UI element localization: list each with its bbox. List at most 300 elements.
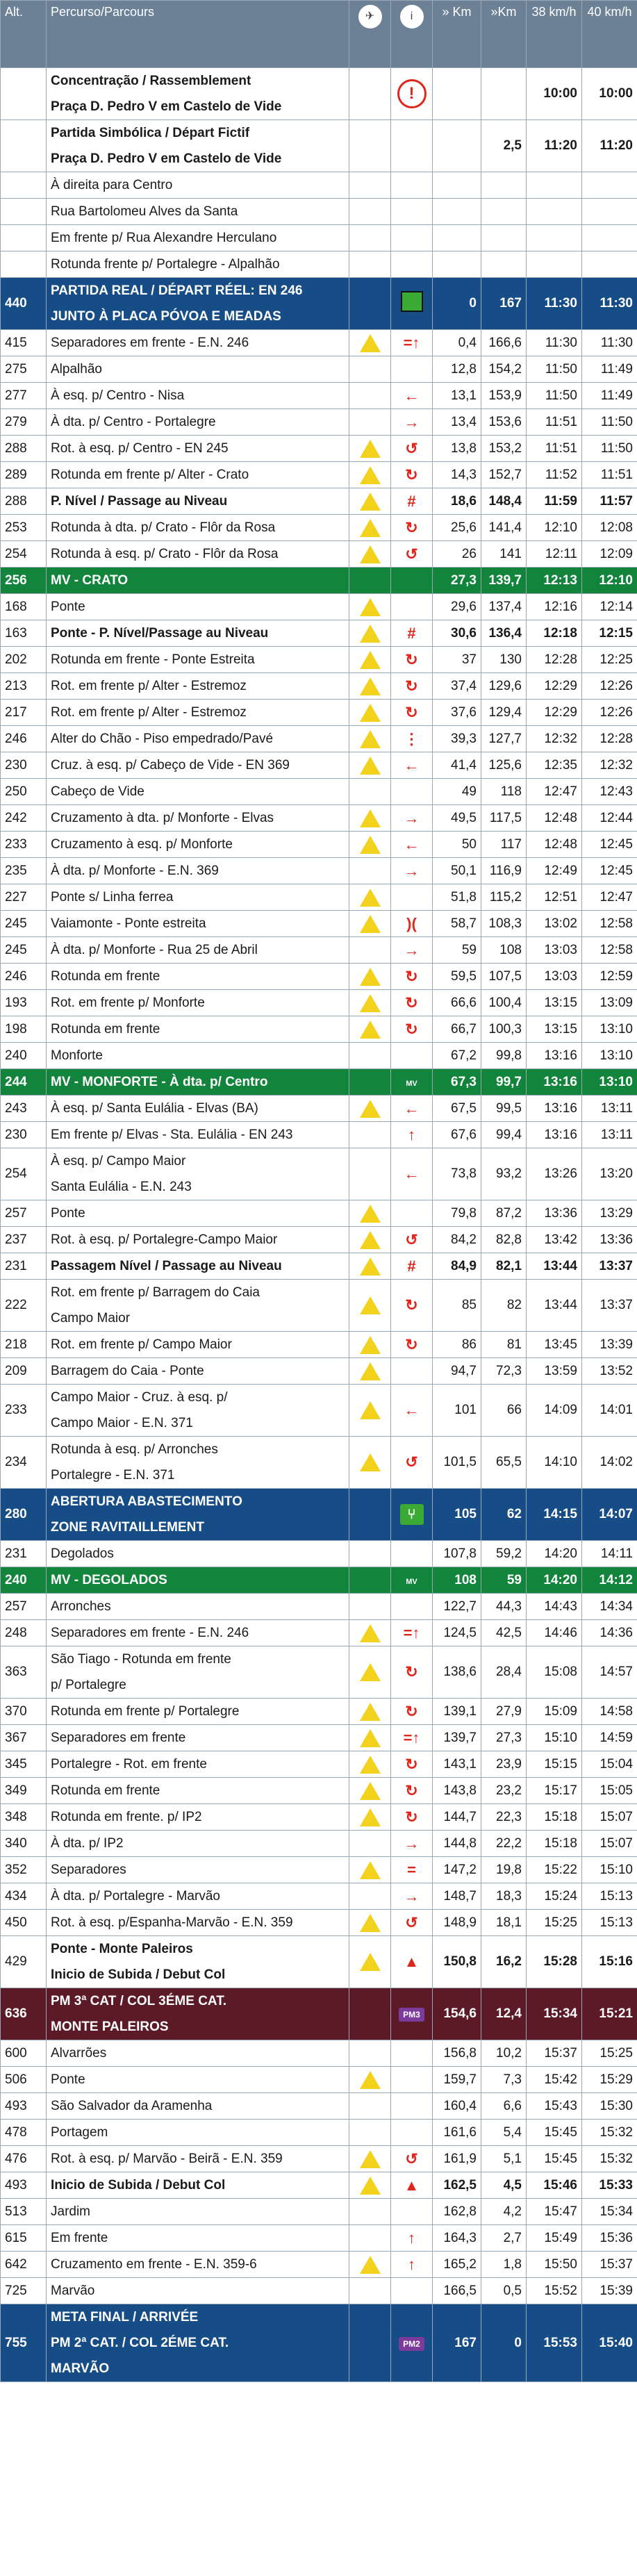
route-line: Cruzamento à dta. p/ Monforte - Elvas: [51, 811, 274, 825]
route-line: Rotunda em frente p/ Alter - Crato: [51, 468, 249, 482]
time-38-cell: 13:15: [527, 1016, 582, 1043]
direction-cell: [391, 647, 433, 673]
km-left-cell: 0,5: [481, 2278, 527, 2304]
direction-arrow-icon: ↻: [405, 1755, 418, 1773]
direction-cell: [391, 1332, 433, 1358]
route-line: Rotunda à esq. p/ Crato - Flôr da Rosa: [51, 547, 279, 561]
route-line: Partida Simbólica / Départ Fictif: [51, 126, 250, 140]
table-row: [1, 2067, 637, 2093]
warning-triangle-icon: [360, 1205, 381, 1223]
time-38-cell: 11:50: [527, 356, 582, 383]
warning-cell: [349, 462, 391, 488]
direction-arrow-icon: →: [404, 861, 420, 880]
km-left-cell: 59: [481, 1567, 527, 1594]
km-left-cell: 166,6: [481, 330, 527, 356]
intermediate-sprint-icon: MV: [403, 1078, 420, 1089]
route-description: [47, 1857, 349, 1883]
warning-triangle-icon: [360, 1257, 381, 1275]
warning-cell: [349, 594, 391, 620]
direction-arrow-icon: ↻: [405, 967, 418, 985]
table-row: [1, 2040, 637, 2067]
direction-cell: [391, 356, 433, 383]
altitude-cell: [1, 120, 47, 172]
altitude-cell: 415: [1, 330, 47, 356]
altitude-cell: 345: [1, 1751, 47, 1778]
route-line: Inicio de Subida / Debut Col: [51, 2178, 226, 2193]
time-40-cell: 11:30: [582, 278, 637, 330]
time-38-cell: 15:47: [527, 2199, 582, 2225]
time-40-cell: 12:47: [582, 884, 637, 911]
altitude-cell: 198: [1, 1016, 47, 1043]
route-description: [47, 937, 349, 964]
route-line: Praça D. Pedro V em Castelo de Vide: [51, 151, 282, 166]
direction-cell: [391, 1778, 433, 1804]
time-40-cell: 13:20: [582, 1148, 637, 1200]
time-38-cell: 13:15: [527, 990, 582, 1016]
time-38-cell: 12:13: [527, 568, 582, 594]
route-description: [47, 356, 349, 383]
km-left-cell: 82,8: [481, 1227, 527, 1253]
direction-cell: [391, 779, 433, 805]
time-38-cell: 13:36: [527, 1200, 582, 1227]
direction-cell: [391, 251, 433, 278]
warning-triangle-icon: [360, 757, 381, 775]
direction-cell: [391, 990, 433, 1016]
warning-triangle-icon: [360, 889, 381, 907]
km-done-cell: 162,5: [433, 2172, 481, 2199]
route-line: MV - MONFORTE - À dta. p/ Centro: [51, 1075, 268, 1089]
km-done-cell: 94,7: [433, 1358, 481, 1385]
route-line: Cruzamento à esq. p/ Monforte: [51, 837, 233, 852]
time-40-cell: [582, 225, 637, 251]
km-left-cell: 18,3: [481, 1883, 527, 1910]
time-38-cell: 13:16: [527, 1122, 582, 1148]
km-done-cell: 39,3: [433, 726, 481, 752]
route-line: MV - DEGOLADOS: [51, 1573, 167, 1587]
direction-arrow-icon: →: [404, 1834, 420, 1852]
time-38-cell: [527, 172, 582, 199]
time-40-cell: 14:59: [582, 1725, 637, 1751]
altitude-cell: 246: [1, 964, 47, 990]
km-left-cell: 2,7: [481, 2225, 527, 2252]
route-description: [47, 964, 349, 990]
direction-cell: [391, 1725, 433, 1751]
route-line: Rotunda em frente. p/ IP2: [51, 1810, 202, 1824]
km-done-cell: 160,4: [433, 2093, 481, 2120]
km-done-cell: 139,1: [433, 1699, 481, 1725]
route-description: [47, 2172, 349, 2199]
direction-cell: [391, 1200, 433, 1227]
table-row: [1, 172, 637, 199]
time-38-cell: 13:02: [527, 911, 582, 937]
warning-cell: [349, 1936, 391, 1988]
altitude-cell: [1, 172, 47, 199]
warning-triangle-icon: [360, 1100, 381, 1118]
km-done-cell: 86: [433, 1332, 481, 1358]
time-40-cell: 14:34: [582, 1594, 637, 1620]
km-done-cell: 139,7: [433, 1725, 481, 1751]
km-done-cell: 37,4: [433, 673, 481, 700]
direction-cell: [391, 832, 433, 858]
altitude-cell: 240: [1, 1043, 47, 1069]
route-description: [47, 1016, 349, 1043]
direction-cell: [391, 278, 433, 330]
time-38-cell: 12:48: [527, 832, 582, 858]
km-done-cell: 13,1: [433, 383, 481, 409]
altitude-cell: 234: [1, 1437, 47, 1489]
km-left-cell: 108: [481, 937, 527, 964]
km-left-cell: 2,5: [481, 120, 527, 172]
route-line: Portalegre - E.N. 371: [51, 1468, 175, 1483]
route-description: [47, 1280, 349, 1332]
table-row: [1, 858, 637, 884]
route-line: MV - CRATO: [51, 573, 129, 588]
time-40-cell: 15:07: [582, 1831, 637, 1857]
route-description: [47, 752, 349, 779]
time-38-cell: 10:00: [527, 68, 582, 120]
direction-cell: [391, 2093, 433, 2120]
km-left-cell: 72,3: [481, 1358, 527, 1385]
warning-triangle-icon: [360, 334, 381, 352]
route-description: [47, 1489, 349, 1541]
route-description: [47, 409, 349, 436]
time-40-cell: 11:51: [582, 462, 637, 488]
direction-cell: [391, 199, 433, 225]
direction-cell: [391, 436, 433, 462]
direction-arrow-icon: ↻: [405, 1702, 418, 1720]
direction-arrow-icon: ←: [404, 386, 420, 404]
direction-arrow-icon: ↻: [405, 1296, 418, 1314]
time-38-cell: 15:34: [527, 1988, 582, 2040]
altitude-cell: 513: [1, 2199, 47, 2225]
warning-triangle-icon: [360, 1663, 381, 1681]
warning-cell: [349, 2304, 391, 2382]
altitude-cell: 244: [1, 1069, 47, 1096]
table-row: [1, 1332, 637, 1358]
route-line: Alvarrões: [51, 2046, 107, 2061]
table-row: [1, 1069, 637, 1096]
altitude-cell: 275: [1, 356, 47, 383]
warning-triangle-icon: [360, 677, 381, 695]
direction-arrow-icon: →: [404, 413, 420, 431]
km-done-cell: [433, 172, 481, 199]
route-line: Monforte: [51, 1048, 103, 1063]
warning-cell: [349, 1280, 391, 1332]
warning-cell: [349, 1489, 391, 1541]
km-left-cell: 125,6: [481, 752, 527, 779]
km-done-cell: 50: [433, 832, 481, 858]
warning-triangle-icon: [360, 519, 381, 537]
route-description: [47, 120, 349, 172]
altitude-cell: 245: [1, 911, 47, 937]
time-38-cell: 15:17: [527, 1778, 582, 1804]
mountain-prize-icon: PM2: [399, 2337, 424, 2351]
time-40-cell: 15:10: [582, 1857, 637, 1883]
route-line: P. Nível / Passage au Niveau: [51, 494, 228, 509]
km-left-cell: [481, 172, 527, 199]
direction-cell: [391, 1148, 433, 1200]
route-line: À dta. p/ Portalegre - Marvão: [51, 1889, 220, 1904]
direction-arrow-icon: ↻: [405, 993, 418, 1012]
route-line: ABERTURA ABASTECIMENTO: [51, 1494, 242, 1509]
altitude-cell: 370: [1, 1699, 47, 1725]
time-40-cell: 14:36: [582, 1620, 637, 1646]
km-left-cell: 6,6: [481, 2093, 527, 2120]
km-left-cell: 28,4: [481, 1646, 527, 1699]
direction-cell: [391, 515, 433, 541]
route-line: Campo Maior - E.N. 371: [51, 1416, 193, 1430]
warning-cell: [349, 356, 391, 383]
header-speed-40: 40 km/h: [582, 1, 637, 68]
km-done-cell: [433, 225, 481, 251]
warning-cell: [349, 1069, 391, 1096]
route-description: [47, 1253, 349, 1280]
altitude-cell: 277: [1, 383, 47, 409]
route-description: [47, 1699, 349, 1725]
warning-triangle-icon: [360, 1729, 381, 1747]
direction-cell: [391, 2120, 433, 2146]
time-38-cell: 11:50: [527, 383, 582, 409]
km-done-cell: 144,7: [433, 1804, 481, 1831]
altitude-cell: 755: [1, 2304, 47, 2382]
table-row: [1, 1253, 637, 1280]
route-line: Em frente p/ Elvas - Sta. Eulália - EN 243: [51, 1128, 293, 1142]
direction-cell: [391, 2252, 433, 2278]
warning-cell: [349, 68, 391, 120]
altitude-cell: 279: [1, 409, 47, 436]
route-line: Rotunda em frente: [51, 969, 160, 984]
km-left-cell: 141,4: [481, 515, 527, 541]
route-description: [47, 1883, 349, 1910]
km-done-cell: 85: [433, 1280, 481, 1332]
time-38-cell: 15:53: [527, 2304, 582, 2382]
time-38-cell: 14:20: [527, 1541, 582, 1567]
altitude-cell: 193: [1, 990, 47, 1016]
km-left-cell: 18,1: [481, 1910, 527, 1936]
warning-triangle-icon: [360, 968, 381, 986]
table-row: [1, 1936, 637, 1988]
altitude-cell: 493: [1, 2172, 47, 2199]
route-description: [47, 2067, 349, 2093]
direction-arrow-icon: ▲: [404, 1953, 420, 1970]
direction-cell: [391, 1253, 433, 1280]
route-description: [47, 700, 349, 726]
direction-cell: [391, 752, 433, 779]
km-left-cell: 59,2: [481, 1541, 527, 1567]
route-description: [47, 1385, 349, 1437]
route-line: Rot. em frente p/ Alter - Estremoz: [51, 679, 247, 693]
direction-cell: [391, 858, 433, 884]
altitude-cell: 246: [1, 726, 47, 752]
table-row: [1, 2304, 637, 2382]
km-done-cell: [433, 68, 481, 120]
table-row: [1, 1096, 637, 1122]
route-description: [47, 462, 349, 488]
route-line: Ponte: [51, 1206, 85, 1221]
route-description: [47, 1831, 349, 1857]
table-row: [1, 199, 637, 225]
route-description: [47, 1725, 349, 1751]
header-row: [1, 1, 637, 68]
route-line: Alpalhão: [51, 362, 102, 377]
table-row: [1, 1200, 637, 1227]
altitude-cell: 288: [1, 488, 47, 515]
altitude-cell: 256: [1, 568, 47, 594]
warning-cell: [349, 2146, 391, 2172]
warning-cell: [349, 1227, 391, 1253]
route-description: [47, 990, 349, 1016]
direction-arrow-icon: =: [407, 1860, 416, 1879]
route-description: [47, 2199, 349, 2225]
route-line: Ponte - P. Nível/Passage au Niveau: [51, 626, 269, 641]
table-row: [1, 937, 637, 964]
time-38-cell: 13:03: [527, 937, 582, 964]
route-line: Rot. em frente p/ Alter - Estremoz: [51, 705, 247, 720]
time-38-cell: 11:51: [527, 409, 582, 436]
warning-triangle-icon: [360, 625, 381, 643]
time-38-cell: 12:28: [527, 647, 582, 673]
time-40-cell: 15:13: [582, 1910, 637, 1936]
km-left-cell: 148,4: [481, 488, 527, 515]
time-38-cell: 15:50: [527, 2252, 582, 2278]
warning-cell: [349, 1699, 391, 1725]
km-left-cell: 5,1: [481, 2146, 527, 2172]
km-left-cell: 153,6: [481, 409, 527, 436]
route-description: [47, 515, 349, 541]
time-40-cell: 14:12: [582, 1567, 637, 1594]
time-38-cell: 13:16: [527, 1096, 582, 1122]
km-done-cell: 143,1: [433, 1751, 481, 1778]
time-40-cell: 11:20: [582, 120, 637, 172]
intermediate-sprint-icon: MV: [403, 1576, 420, 1587]
km-left-cell: 27,3: [481, 1725, 527, 1751]
route-line: META FINAL / ARRIVÉE: [51, 2310, 199, 2325]
time-40-cell: [582, 172, 637, 199]
route-line: Rotunda em frente - Ponte Estreita: [51, 652, 255, 667]
warning-cell: [349, 409, 391, 436]
km-done-cell: 66,7: [433, 1016, 481, 1043]
exclamation-icon: !: [397, 79, 427, 108]
table-row: [1, 2172, 637, 2199]
altitude-cell: 245: [1, 937, 47, 964]
km-left-cell: 5,4: [481, 2120, 527, 2146]
km-done-cell: 59: [433, 937, 481, 964]
route-line: Separadores em frente - E.N. 246: [51, 1626, 249, 1640]
table-row: [1, 620, 637, 647]
route-line: Passagem Nível / Passage au Niveau: [51, 1259, 282, 1273]
warning-cell: [349, 700, 391, 726]
direction-cell: [391, 2040, 433, 2067]
route-line: À esq. p/ Centro - Nisa: [51, 388, 185, 403]
route-line: Rot. em frente p/ Monforte: [51, 996, 205, 1010]
warning-cell: [349, 278, 391, 330]
warning-cell: [349, 911, 391, 937]
altitude-cell: 725: [1, 2278, 47, 2304]
warning-cell: [349, 832, 391, 858]
time-38-cell: 12:10: [527, 515, 582, 541]
route-line: Rot. à esq. p/Espanha-Marvão - E.N. 359: [51, 1915, 293, 1930]
km-left-cell: 99,4: [481, 1122, 527, 1148]
direction-cell: [391, 488, 433, 515]
altitude-cell: 233: [1, 832, 47, 858]
time-38-cell: 13:42: [527, 1227, 582, 1253]
warning-cell: [349, 172, 391, 199]
direction-cell: [391, 726, 433, 752]
warning-cell: [349, 858, 391, 884]
km-done-cell: 51,8: [433, 884, 481, 911]
km-left-cell: 127,7: [481, 726, 527, 752]
km-left-cell: [481, 225, 527, 251]
km-left-cell: 4,5: [481, 2172, 527, 2199]
warning-triangle-icon: [360, 493, 381, 511]
route-line: PARTIDA REAL / DÉPART RÉEL: EN 246: [51, 283, 303, 298]
warning-cell: [349, 2278, 391, 2304]
table-row: [1, 726, 637, 752]
table-row: [1, 2146, 637, 2172]
km-done-cell: 0,4: [433, 330, 481, 356]
km-done-cell: 144,8: [433, 1831, 481, 1857]
table-row: [1, 2252, 637, 2278]
warning-cell: [349, 1541, 391, 1567]
direction-arrow-icon: ↺: [405, 439, 418, 457]
time-38-cell: 11:52: [527, 462, 582, 488]
time-38-cell: 12:35: [527, 752, 582, 779]
route-description: [47, 620, 349, 647]
route-description: [47, 858, 349, 884]
direction-cell: [391, 1489, 433, 1541]
time-40-cell: 13:10: [582, 1069, 637, 1096]
km-left-cell: [481, 68, 527, 120]
km-left-cell: 136,4: [481, 620, 527, 647]
time-38-cell: 14:10: [527, 1437, 582, 1489]
direction-arrow-icon: ↻: [405, 465, 418, 484]
route-description: [47, 2120, 349, 2146]
route-line: Rot. à esq. p/ Centro - EN 245: [51, 441, 229, 456]
time-40-cell: 12:10: [582, 568, 637, 594]
route-line: Rot. à esq. p/ Portalegre-Campo Maior: [51, 1232, 278, 1247]
time-40-cell: 12:59: [582, 964, 637, 990]
warning-triangle-icon: [360, 545, 381, 563]
altitude-cell: 349: [1, 1778, 47, 1804]
route-line: À dta. p/ IP2: [51, 1836, 124, 1851]
km-left-cell: 153,2: [481, 436, 527, 462]
table-row: [1, 1883, 637, 1910]
direction-cell: [391, 620, 433, 647]
table-row: [1, 251, 637, 278]
time-38-cell: 12:48: [527, 805, 582, 832]
warning-cell: [349, 1437, 391, 1489]
route-description: [47, 330, 349, 356]
table-row: [1, 1122, 637, 1148]
time-40-cell: 15:32: [582, 2146, 637, 2172]
warning-triangle-icon: [360, 2177, 381, 2195]
route-description: [47, 1646, 349, 1699]
time-38-cell: 12:29: [527, 673, 582, 700]
direction-arrow-icon: →: [404, 809, 420, 827]
warning-triangle-icon: [360, 836, 381, 854]
route-line: Campo Maior: [51, 1311, 131, 1326]
altitude-cell: 227: [1, 884, 47, 911]
table-row: [1, 805, 637, 832]
direction-cell: [391, 937, 433, 964]
direction-cell: [391, 462, 433, 488]
altitude-cell: 478: [1, 2120, 47, 2146]
time-38-cell: [527, 251, 582, 278]
warning-cell: [349, 199, 391, 225]
km-left-cell: [481, 199, 527, 225]
warning-cell: [349, 1332, 391, 1358]
route-description: [47, 2093, 349, 2120]
